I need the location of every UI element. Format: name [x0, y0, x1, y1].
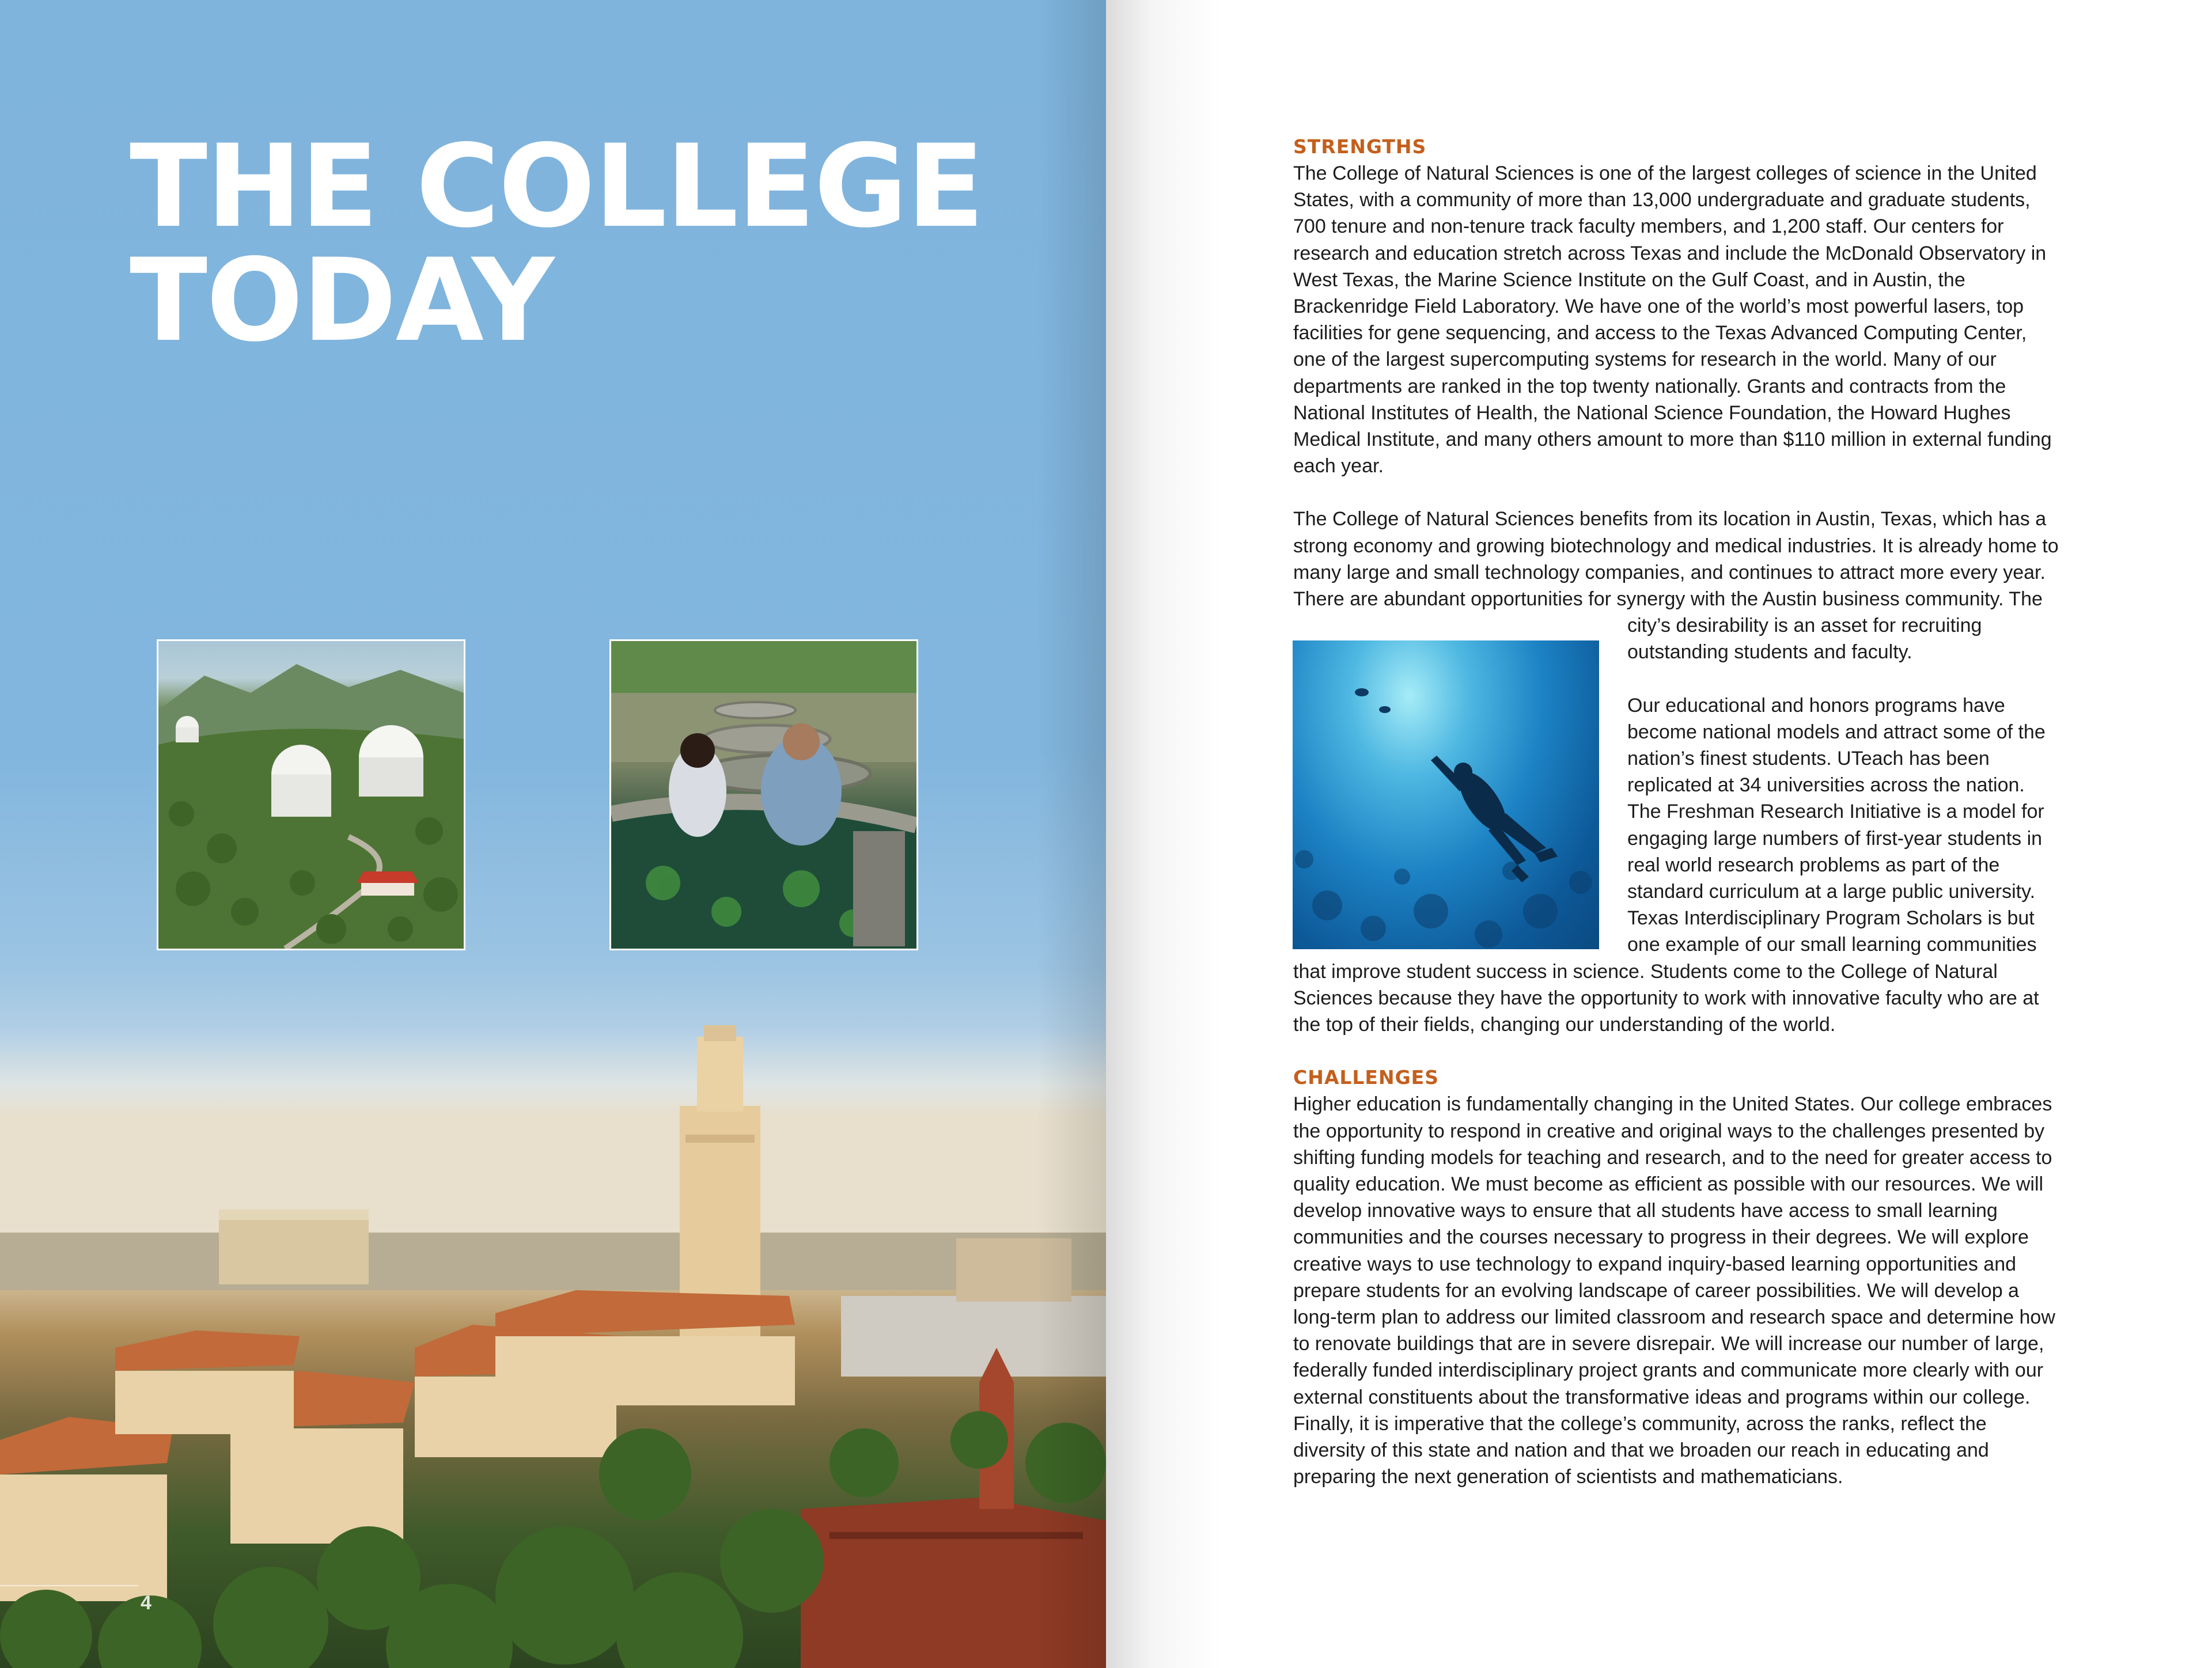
challenges-paragraph-1: Higher education is fundamentally changing in the United States. Our college embraces the opportunity to respond in creative and original ways to the challenges presented by shifting funding models for teaching and research, and to the need for greater access to quality education. We must become as efficient as possible with our resources. We will develop innovative ways to ensure that all students have access to small learning communities and the courses necessary to progress in their degrees. We will explore creative ways to use technology to expand inquiry-based learning opportunities and prepare students for an evolving landscape of career possibilities. We will develop a long-term plan to address our limited classroom and research space and determine how to renovate buildings that are in severe disrepair. We will increase our number of large, federally funded interdisciplinary project grants and communicate more clearly with our external constituents about the transformative ideas and programs within our college. Finally, it is imperative that the college’s community, across the ranks, reflect the diversity of this state and nation and that we broaden our reach in educating and preparing the next generation of scientists and mathematicians. [1293, 1093, 2055, 1488]
campus-aerial-photo [0, 1025, 1106, 1668]
title-line-2: TODAY [130, 234, 554, 367]
observatory-illustration [158, 641, 464, 949]
field-research-illustration [611, 641, 916, 949]
challenges-heading: CHALLENGES [1293, 1066, 1439, 1089]
gutter-shadow [1106, 0, 1221, 1668]
page-number-rule [0, 1585, 138, 1586]
title-line-1: THE COLLEGE [130, 120, 983, 253]
diver-photo [1293, 640, 1599, 949]
page-number-left: 4 [141, 1592, 151, 1614]
strengths-paragraph-2: The College of Natural Sciences benefits from its location in Austin, Texas, which has a strong economy and growing biotechnology and medical industries. It is already home to many large and small technology companies, and continues to attract more every year. There are abundant opportunities for synergy with the Austin business community. The city’s desirability is an asset for recruiting outstanding students and faculty. [1293, 508, 2059, 664]
page-title [130, 120, 983, 367]
strengths-paragraph-3: Our educational and honors programs have become national models and attract some of the nation’s finest students. UTeach has been replicated at 34 universities across the nation. The Freshman Research Initiative is a model for engaging large numbers of first-year students in real world research problems as part of the standard curriculum at a large public university. Texas Interdisciplinary Program Scholars is but one example of our small learning communities that improve student success in science. Students come to the College of Natural Sciences because they have the opportunity to work with innovative faculty who are at the top of their fields, changing our understanding of the world. [1293, 694, 2046, 1036]
observatory-photo [157, 639, 465, 950]
page-fold-shadow [1037, 0, 1106, 1668]
strengths-paragraph-1: The College of Natural Sciences is one of the largest colleges of science in the United States, with a community of more than 13,000 undergraduate and graduate students, 700 tenure and non-tenure track faculty members, and 1,200 staff. Our centers for research and education stretch across Texas and include the McDonald Observatory in West Texas, the Marine Science Institute on the Gulf Coast, and in Austin, the Brackenridge Field Laboratory. We have one of the world’s most powerful lasers, top facilities for gene sequencing, and access to the Texas Advanced Computing Center, one of the largest supercomputing systems for research in the world. Many of our departments are ranked in the top twenty nationally. Grants and contracts from the National Institutes of Health, the National Science Foundation, the Howard Hughes Medical Institute, and many others amount to more than $110 million in external funding each year. [1293, 162, 2052, 477]
diver-illustration [1293, 640, 1599, 949]
campus-illustration [0, 1025, 1106, 1668]
strengths-heading: STRENGTHS [1293, 135, 1427, 158]
field-research-photo [609, 639, 918, 950]
